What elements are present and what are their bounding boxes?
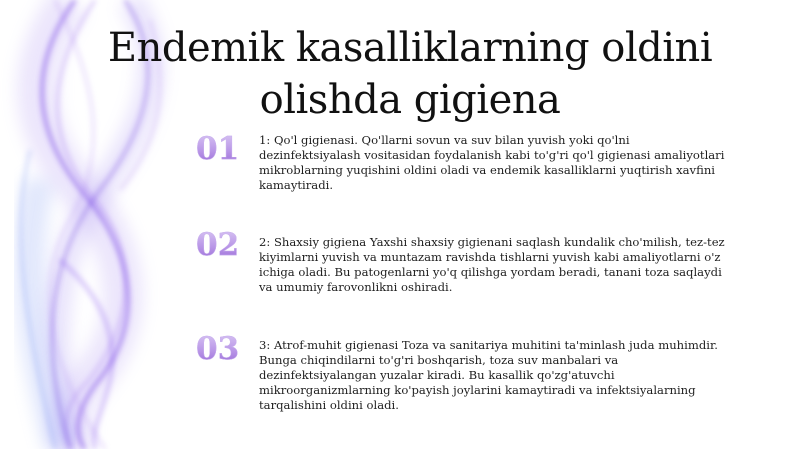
item-text: 1: Qo'l gigienasi. Qo'llarni sovun va suv bilan yuvish yoki qo'lni dezinfektsiyalash vositasidan foydalanish kabi to'g'ri qo'l gigienasi amaliyotlari mikroblarning yuqishini oldini oladi va endemik kasalliklarni yuqtirish xavfini kamaytiradi.: [259, 133, 725, 192]
item-text: 3: Atrof-muhit gigienasi Toza va sanitariya muhitini ta'minlash juda muhimdir. Bunga chiqindilarni to'g'ri boshqarish, toza suv manbalari va dezinfektsiyalangan yuzalar kiradi. Bu kasallik qo'zg'atuvchi mikroorganizmlarning ko'payish joylarini kamaytiradi va infektsiyalarning tarqalishini oldini oladi.: [259, 338, 718, 412]
slide-title: Endemik kasalliklarning oldini olishda gigiena: [107, 25, 713, 123]
item-text: 2: Shaxsiy gigiena Yaxshi shaxsiy gigienani saqlash kundalik cho'milish, tez-tez kiyimlarni yuvish va muntazam ravishda tishlarni yuvish kabi amaliyotlarni o'z ichiga oladi. Bu patogenlarni yo'q qilishga yordam beradi, tanani toza saqlaydi va umumiy farovonlikni oshiradi.: [259, 235, 725, 294]
item-number: 02: [196, 228, 256, 262]
item-number: 01: [196, 132, 256, 166]
item-number: 03: [196, 332, 256, 366]
